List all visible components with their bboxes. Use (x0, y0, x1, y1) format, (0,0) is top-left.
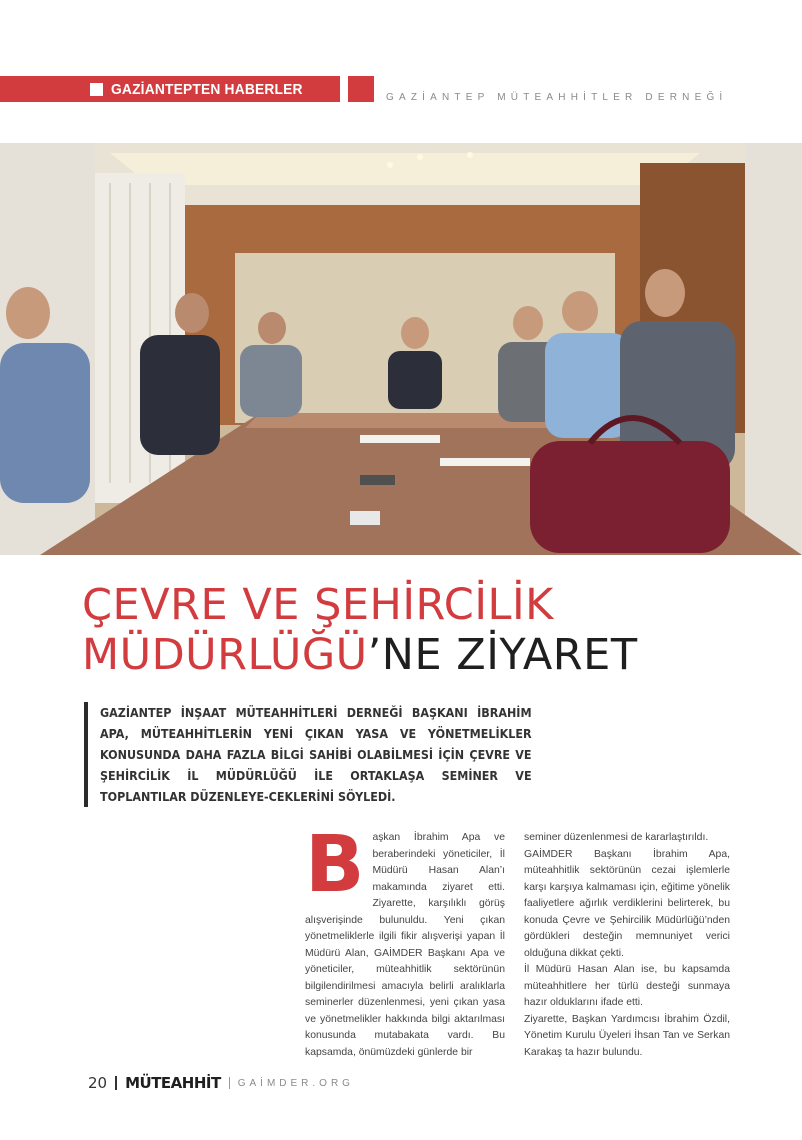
footer-divider (229, 1077, 230, 1089)
lead-block (84, 702, 532, 807)
body-paragraph: İl Müdürü Hasan Alan ise, bu kapsamda müteahhitlere her türlü desteği sunmaya hazır olduklarını ifade etti. (524, 964, 730, 1008)
headline-line-2: MÜDÜRLÜĞÜ (82, 630, 368, 680)
magazine-brand: MÜTEAHHİT (125, 1074, 221, 1092)
body-paragraph: GAİMDER Başkanı İbrahim Apa, müteahhitlik sektörünün cezai işlemlerle karşı karşıya kalmaması için, eğitime yönelik faaliyetlere ağırlık verdiklerini belirterek, bu konuda Çevre ve Şehircilik Müdürlüğü’nden gördükleri desteğin memnuniyet verici olduğuna dikkat çekti. (524, 848, 730, 959)
square-bullet-icon (90, 83, 103, 96)
page-number: 20 (88, 1074, 108, 1092)
meeting-room-illustration (0, 143, 802, 555)
section-header-bar (0, 76, 340, 102)
meeting-photo (0, 143, 802, 555)
organization-name: GAZİANTEP MÜTEAHHİTLER DERNEĞİ (386, 92, 728, 103)
body-paragraph: aşkan İbrahim Apa ve beraberindeki yöneticiler, İl Müdürü Hasan Alan’ı makamında ziyaret etti. Ziyarette, karşılıklı görüş alışverişinde bulunuldu. Yeni çıkan yönetmeliklerle ilgili fikir alışverişi yapan İl Müdürü Alan, GAİMDER Başkanı Apa ve yöneticiler, müteahhitlik sektörünün bilgilendirilmesi amacıyla belirli aralıklarla seminerler düzenlenmesi, yeni çıkan yasa ve yönetmelikler hakkında bilgi aktarılması konusunda mutabakata vardı. Bu kapsamda, önümüzdeki günlerde bir (305, 832, 505, 1058)
headline-suffix: ’NE ZİYARET (367, 630, 638, 680)
footer-divider (115, 1076, 117, 1090)
body-column-right (524, 830, 730, 1061)
body-column-left (305, 820, 505, 1061)
headline-line-1: ÇEVRE VE ŞEHİRCİLİK (82, 580, 554, 630)
article-headline (82, 580, 782, 680)
lead-paragraph: GAZİANTEP İNŞAAT MÜTEAHHİTLERİ DERNEĞİ BAŞKANI İBRAHİM APA, MÜTEAHHİTLERİN YENİ ÇIKAN YASA VE YÖNETMELİKLER KONUSUNDA DAHA FAZLA BİLGİ SAHİBİ OLABİLMESİ İÇİN ÇEVRE VE ŞEHİRCİLİK İL MÜDÜRLÜĞÜ İLE ORTAKLAŞA SEMİNER VE TOPLANTILAR DÜZENLEYE-CEKLERİNİ SÖYLEDİ. (100, 705, 532, 804)
body-paragraph: seminer düzenlenmesi de kararlaştırıldı. (524, 832, 709, 843)
website-link[interactable]: GAİMDER.ORG (237, 1077, 354, 1089)
section-title: GAZİANTEPTEN HABERLER (111, 80, 303, 98)
page-footer (88, 1074, 354, 1092)
body-paragraph: Ziyarette, Başkan Yardımcısı İbrahim Özdil, Yönetim Kurulu Üyeleri İhsan Tan ve Serkan Karakaş ta hazır bulundu. (524, 1013, 730, 1058)
drop-cap: B (305, 820, 365, 910)
header-accent-block (348, 76, 374, 102)
